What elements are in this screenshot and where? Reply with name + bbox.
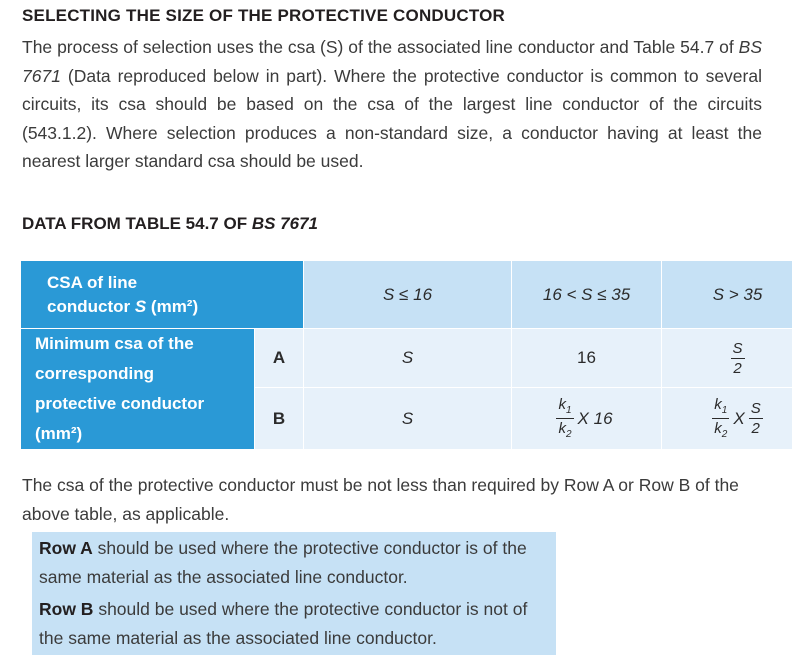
row-letter-a: A [255,329,304,388]
row-b-cell-3: $\frac{k_1}{k_2}$ X $\frac{S}{2}$ [662,388,792,450]
table-header-row [21,261,792,329]
row-a-cell-2: 16 [512,329,662,388]
csa-table [20,260,792,450]
section-heading: SELECTING THE SIZE OF THE PROTECTIVE CONDUCTOR [22,6,505,26]
row-a-cell-3 [662,329,792,388]
row-b-cell-2: $\frac{k_1}{k_2}$ X 16 [512,388,662,450]
row-a-note-box: Row A should be used where the protective conductor is of the same material as the associated line conductor. [32,532,556,594]
fraction-s-over-2: $\frac{S}{2}$ [731,341,745,376]
row-b-cell-1: S [304,388,512,450]
fraction-k1-over-k2: $\frac{k_1}{k_2}$ [556,397,573,440]
requirement-note: The csa of the protective conductor must be not less than required by Row A or Row B of the above table, as applicable. [22,471,762,529]
table-row-a [21,329,792,388]
row-letter-b: B [255,388,304,450]
col-header-s-gt-35: S > 35 [662,261,792,329]
row-b-note-box: Row B should be used where the protective conductor is not of the same material as the associated line conductor. [32,593,556,655]
row-a-cell-1: S [304,329,512,388]
col-header-s-le-16: S ≤ 16 [304,261,512,329]
col-header-16-to-35: 16 < S ≤ 35 [512,261,662,329]
intro-paragraph: The process of selection uses the csa (S) of the associated line conductor and Table 54.7 of BS 7671 (Data reproduced below in part). Where the protective conductor is common to several circuits, its csa should be based on the csa of the largest line conductor of the circuits (543.1.2). Where selection produces a non-standard size, a conductor having at least the nearest larger standard csa should be used. [22,33,762,176]
line-conductor-header: CSA of line conductor S (mm²) [21,261,304,329]
min-csa-label: Minimum csa of the corresponding protective conductor (mm²) [21,329,255,450]
fraction-s-over-2: $\frac{S}{2}$ [749,401,763,436]
table-subheading: DATA FROM TABLE 54.7 OF BS 7671 [22,214,318,234]
fraction-k1-over-k2: $\frac{k_1}{k_2}$ [712,397,729,440]
